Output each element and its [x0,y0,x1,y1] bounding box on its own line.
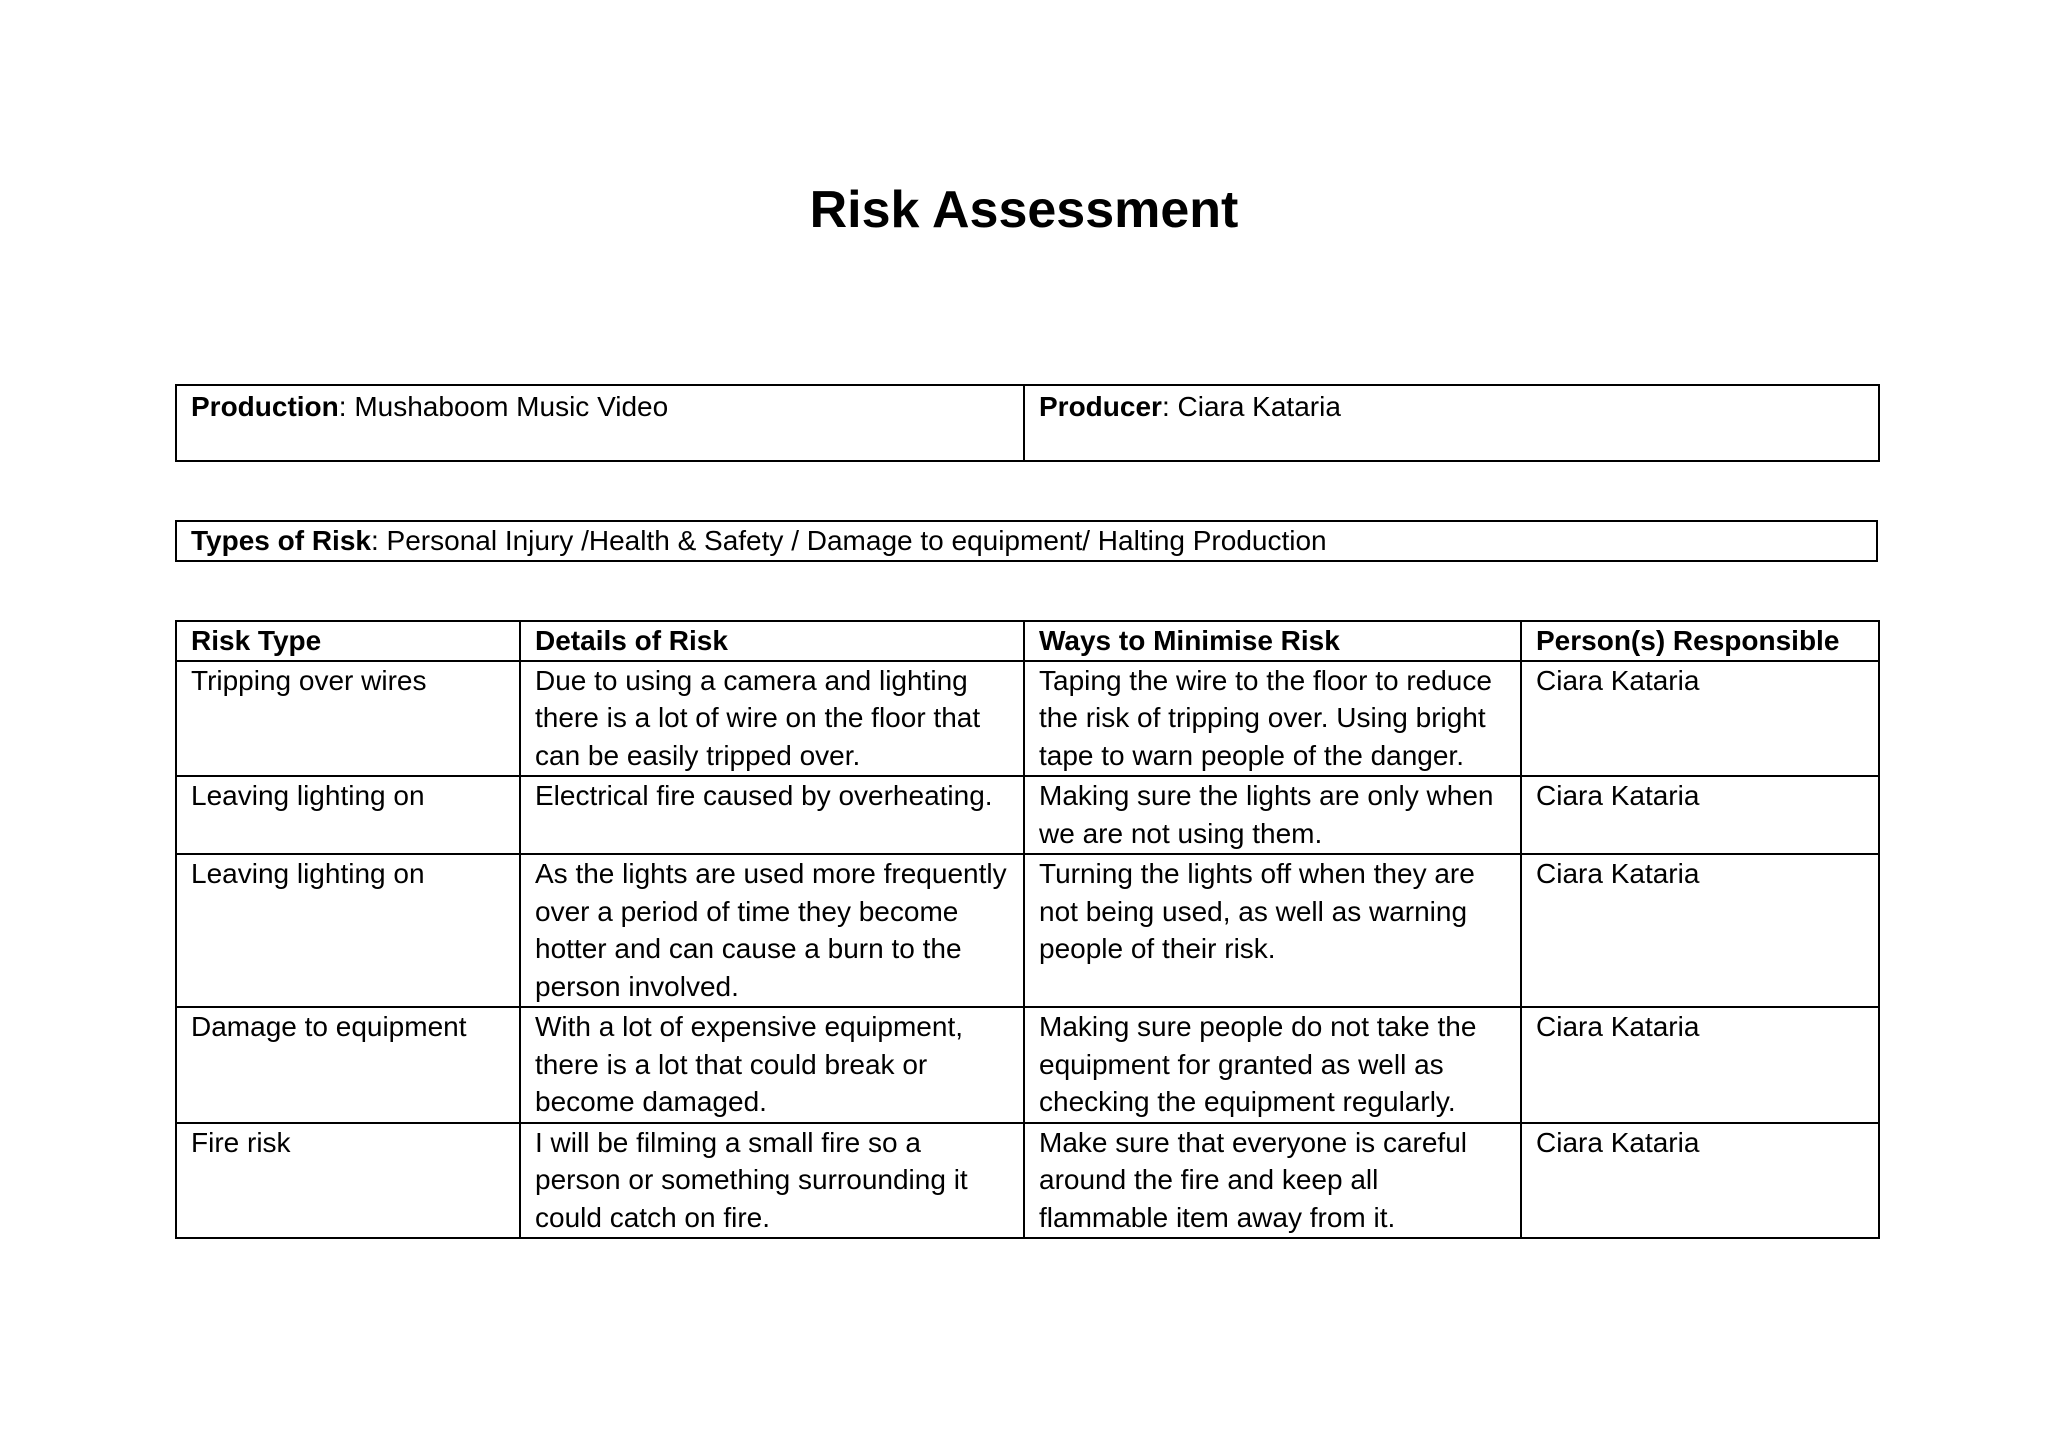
responsible-cell: Ciara Kataria [1521,854,1879,1007]
minimise-cell: Making sure people do not take the equipment for granted as well as checking the equipment regularly. [1024,1007,1521,1123]
header-risk-type: Risk Type [176,621,520,661]
production-cell [176,385,1024,461]
risk-type-cell: Fire risk [176,1123,520,1239]
responsible-cell: Ciara Kataria [1521,1123,1879,1239]
risk-type-cell: Damage to equipment [176,1007,520,1123]
production-info-row [176,385,1879,461]
minimise-cell: Turning the lights off when they are not being used, as well as warning people of their risk. [1024,854,1521,1007]
details-cell: As the lights are used more frequently over a period of time they become hotter and can cause a burn to the person involved. [520,854,1024,1007]
risk-type-cell: Leaving lighting on [176,854,520,1007]
table-row [176,661,1879,777]
production-info-table [175,384,1880,462]
production-value: : Mushaboom Music Video [338,391,669,422]
details-cell: With a lot of expensive equipment, there is a lot that could break or become damaged. [520,1007,1024,1123]
minimise-cell: Make sure that everyone is careful around the fire and keep all flammable item away from it. [1024,1123,1521,1239]
responsible-cell: Ciara Kataria [1521,776,1879,854]
types-of-risk-row [176,521,1877,561]
producer-value: : Ciara Kataria [1161,391,1341,422]
table-row [176,1123,1879,1239]
types-of-risk-table [175,520,1878,562]
risk-type-cell: Tripping over wires [176,661,520,777]
table-row [176,1007,1879,1123]
minimise-cell: Making sure the lights are only when we are not using them. [1024,776,1521,854]
header-ways-to-minimise-risk: Ways to Minimise Risk [1024,621,1521,661]
details-cell: Due to using a camera and lighting there is a lot of wire on the floor that can be easily tripped over. [520,661,1024,777]
details-cell: I will be filming a small fire so a person or something surrounding it could catch on fire. [520,1123,1024,1239]
responsible-cell: Ciara Kataria [1521,1007,1879,1123]
table-row [176,854,1879,1007]
risk-table [175,620,1880,1239]
types-of-risk-value: : Personal Injury /Health & Safety / Damage to equipment/ Halting Production [370,525,1327,556]
header-persons-responsible: Person(s) Responsible [1521,621,1879,661]
production-label: Production [191,391,339,422]
header-details-of-risk: Details of Risk [520,621,1024,661]
producer-cell [1024,385,1879,461]
risk-table-header-row [176,621,1879,661]
producer-label: Producer [1039,391,1162,422]
responsible-cell: Ciara Kataria [1521,661,1879,777]
page-title: Risk Assessment [809,181,1239,239]
table-row [176,776,1879,854]
risk-type-cell: Leaving lighting on [176,776,520,854]
details-cell: Electrical fire caused by overheating. [520,776,1024,854]
minimise-cell: Taping the wire to the floor to reduce the risk of tripping over. Using bright tape to warn people of the danger. [1024,661,1521,777]
types-of-risk-label: Types of Risk [191,525,371,556]
types-of-risk-cell [176,521,1877,561]
